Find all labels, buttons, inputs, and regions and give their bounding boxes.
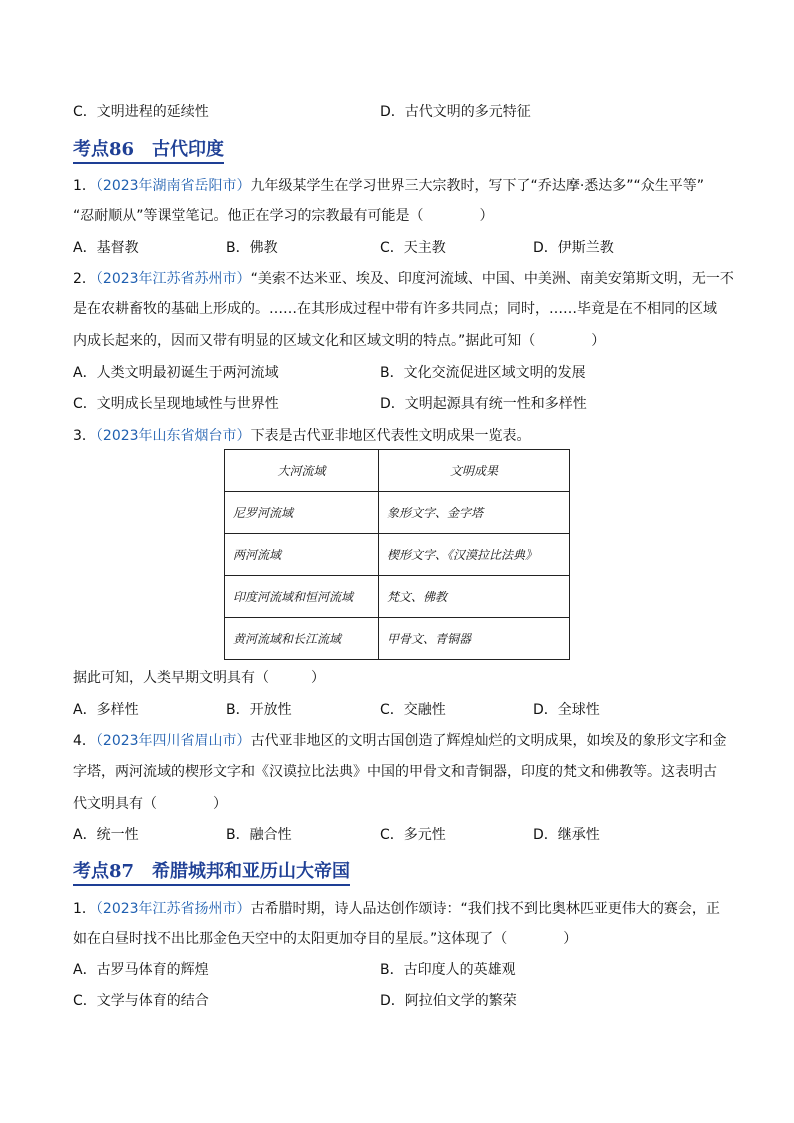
table-row xyxy=(225,576,570,618)
q1-option-a: A．基督教 xyxy=(73,240,139,256)
table-row xyxy=(225,534,570,576)
q3-option-b: B．开放性 xyxy=(226,702,292,718)
question-source: （2023年山东省烟台市） xyxy=(95,428,251,444)
q5-option-a: A．古罗马体育的辉煌 xyxy=(73,962,209,978)
question-5-line-2: 如在白昼时找不出比那金色天空中的太阳更加夺目的星辰。”这体现了（ ） xyxy=(73,931,578,947)
question-1-line-1: 1．（2023年湖南省岳阳市）九年级某学生在学习世界三大宗教时，写下了“乔达摩·悉达多”“众生平等” xyxy=(73,178,705,194)
table-cell: 两河流域 xyxy=(225,534,379,576)
q3-option-a: A．多样性 xyxy=(73,702,139,718)
table-cell: 印度河流域和恒河流域 xyxy=(225,576,379,618)
question-2-line-1: 2．（2023年江苏省苏州市）“美索不达米亚、埃及、印度河流域、中国、中美洲、南美安第斯文明，无一不 xyxy=(73,271,734,287)
table-header: 大河流域 xyxy=(225,450,379,492)
question-2-line-2: 是在农耕畜牧的基础上形成的。……在其形成过程中带有许多共同点；同时，……毕竟是在不相同的区域 xyxy=(73,301,717,317)
q1-option-d: D．伊斯兰教 xyxy=(533,240,614,256)
q4-option-b: B．融合性 xyxy=(226,827,292,843)
question-source: （2023年江苏省苏州市） xyxy=(95,271,251,287)
question-5-line-1: 1．（2023年江苏省扬州市）古希腊时期，诗人品达创作颂诗：“我们找不到比奥林匹亚更伟大的赛会，正 xyxy=(73,901,720,917)
question-source: （2023年湖南省岳阳市） xyxy=(95,178,251,194)
question-source: （2023年江苏省扬州市） xyxy=(95,901,251,917)
q2-option-b: B．文化交流促进区域文明的发展 xyxy=(380,365,586,381)
question-4-line-3: 代文明具有（ ） xyxy=(73,796,227,812)
table-header: 文明成果 xyxy=(379,450,570,492)
q1-option-b: B．佛教 xyxy=(226,240,278,256)
table-cell: 象形文字、金字塔 xyxy=(379,492,570,534)
q3-option-d: D．全球性 xyxy=(533,702,600,718)
q5-option-c: C．文学与体育的结合 xyxy=(73,993,209,1009)
table-header-row xyxy=(225,450,570,492)
section-heading-86: 考点86 古代印度 xyxy=(73,135,224,164)
q2-option-d: D．文明起源具有统一性和多样性 xyxy=(380,396,587,412)
q4-option-a: A．统一性 xyxy=(73,827,139,843)
question-3-line-2: 据此可知，人类早期文明具有（ ） xyxy=(73,670,325,686)
table-cell: 梵文、佛教 xyxy=(379,576,570,618)
question-source: （2023年四川省眉山市） xyxy=(95,733,251,749)
table-row xyxy=(225,618,570,660)
question-4-line-2: 字塔，两河流域的楔形文字和《汉谟拉比法典》中国的甲骨文和青铜器，印度的梵文和佛教等。这表明古 xyxy=(73,764,717,780)
q1-option-c: C．天主教 xyxy=(380,240,446,256)
q4-option-c: C．多元性 xyxy=(380,827,446,843)
civilization-table xyxy=(224,449,570,660)
section-heading-87: 考点87 希腊城邦和亚历山大帝国 xyxy=(73,857,350,886)
q5-option-d: D．阿拉伯文学的繁荣 xyxy=(380,993,517,1009)
table-cell: 楔形文字、《汉漠拉比法典》 xyxy=(379,534,570,576)
table-cell: 黄河流域和长江流域 xyxy=(225,618,379,660)
table-cell: 尼罗河流域 xyxy=(225,492,379,534)
q3-option-c: C．交融性 xyxy=(380,702,446,718)
table-cell: 甲骨文、青铜器 xyxy=(379,618,570,660)
option-c: C．文明进程的延续性 xyxy=(73,104,209,120)
question-3-line-1: 3．（2023年山东省烟台市）下表是古代亚非地区代表性文明成果一览表。 xyxy=(73,428,531,444)
question-2-line-3: 内成长起来的，因而又带有明显的区域文化和区域文明的特点。”据此可知（ ） xyxy=(73,333,606,349)
q5-option-b: B．古印度人的英雄观 xyxy=(380,962,516,978)
question-1-line-2: “忍耐顺从”等课堂笔记。他正在学习的宗教最有可能是（ ） xyxy=(73,208,494,224)
question-4-line-1: 4．（2023年四川省眉山市）古代亚非地区的文明古国创造了辉煌灿烂的文明成果，如埃及的象形文字和金 xyxy=(73,733,727,749)
option-d: D．古代文明的多元特征 xyxy=(380,104,531,120)
q2-option-a: A．人类文明最初诞生于两河流域 xyxy=(73,365,279,381)
q2-option-c: C．文明成长呈现地域性与世界性 xyxy=(73,396,279,412)
table-row xyxy=(225,492,570,534)
q4-option-d: D．继承性 xyxy=(533,827,600,843)
